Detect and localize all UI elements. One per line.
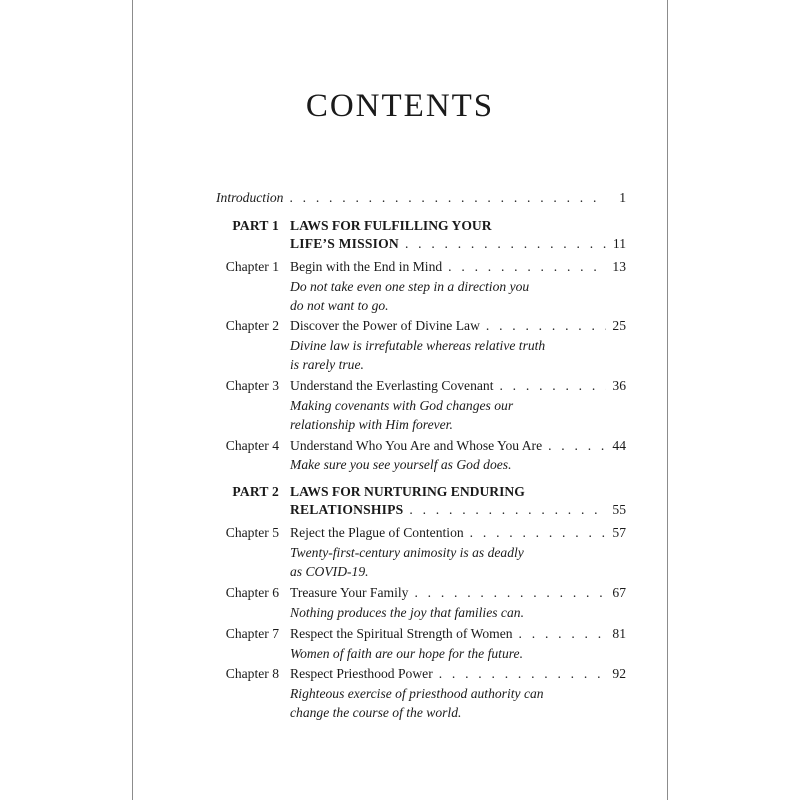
leader-dots [519,624,606,644]
chapter-subtitle: Twenty-first-century animosity is as deadly [290,545,524,560]
chapter-title: Understand the Everlasting Covenant [290,378,494,393]
page-number: 55 [612,502,626,517]
leader-dots [470,523,606,543]
part-title-line[interactable]: LAWS FOR FULFILLING YOUR [290,218,492,233]
chapter-subtitle: Nothing produces the joy that families can. [290,605,524,620]
leader-dots [414,583,606,603]
chapter-subtitle: change the course of the world. [290,705,462,720]
leader-dots [439,664,606,684]
leader-dots [405,234,606,254]
toc-entry-chapter-4[interactable] [290,436,626,456]
toc-entry-chapter-5[interactable] [290,523,626,543]
part-title-line[interactable]: LIFE’S MISSION . . . 11 [290,234,626,254]
chapter-subtitle: Women of faith are our hope for the future. [290,646,523,661]
leader-dots [289,188,606,208]
chapter-subtitle: relationship with Him forever. [290,417,453,432]
chapter-subtitle: Divine law is irrefutable whereas relative truth [290,338,546,353]
introduction-title: Introduction [216,190,284,205]
chapter-subtitle: Make sure you see yourself as God does. [290,457,512,472]
page-number: 67 [612,585,626,600]
chapter-label: Chapter 2 [225,318,279,333]
page-number: 57 [612,525,626,540]
chapter-title: Understand Who You Are and Whose You Are [290,438,543,453]
chapter-subtitle: is rarely true. [290,357,364,372]
part-label: PART 1 [232,218,279,233]
chapter-label: Chapter 1 [225,259,279,274]
page-number: 44 [612,438,626,453]
toc-entry-chapter-6[interactable] [290,583,626,603]
toc-entry-chapter-2[interactable] [290,316,626,336]
chapter-title: Respect Priesthood Power [290,666,433,681]
chapter-label: Chapter 5 [225,525,279,540]
chapter-subtitle: Righteous exercise of priesthood authority can [290,686,544,701]
chapter-subtitle: Do not take even one step in a direction you [290,279,530,294]
chapter-title: Discover the Power of Divine Law [290,318,480,333]
page-number: 11 [612,236,626,251]
page-number: 36 [612,378,626,393]
toc-entry-chapter-8[interactable] [290,664,626,684]
chapter-label: Chapter 8 [225,666,279,681]
part-title-line[interactable]: LAWS FOR NURTURING ENDURING [290,484,525,499]
page-number: 1 [619,190,626,205]
chapter-title: Begin with the End in Mind [290,259,443,274]
chapter-subtitle: do not want to go. [290,298,389,313]
chapter-title: Reject the Plague of Contention [290,525,464,540]
chapter-title: Respect the Spiritual Strength of Women [290,626,513,641]
page-number: 13 [612,259,626,274]
leader-dots [448,257,606,277]
chapter-label: Chapter 7 [225,626,279,641]
toc-entry-chapter-7[interactable] [290,624,626,644]
chapter-label: Chapter 6 [225,585,279,600]
toc-entry-introduction[interactable] [216,188,626,208]
part-title-line[interactable]: RELATIONSHIPS . . . 55 [290,500,626,520]
page-number: 81 [612,626,626,641]
leader-dots [409,500,606,520]
part-label: PART 2 [232,484,279,499]
page-number: 92 [612,666,626,681]
page-number: 25 [612,318,626,333]
page-title: CONTENTS [305,88,495,124]
chapter-subtitle: as COVID-19. [290,564,369,579]
leader-dots [499,376,606,396]
chapter-subtitle: Making covenants with God changes our [290,398,514,413]
chapter-label: Chapter 4 [225,438,279,453]
toc-entry-chapter-1[interactable] [290,257,626,277]
leader-dots [486,316,606,336]
book-page [132,0,668,800]
toc-entry-chapter-3[interactable] [290,376,626,396]
chapter-label: Chapter 3 [225,378,279,393]
chapter-title: Treasure Your Family [290,585,409,600]
leader-dots [548,436,606,456]
